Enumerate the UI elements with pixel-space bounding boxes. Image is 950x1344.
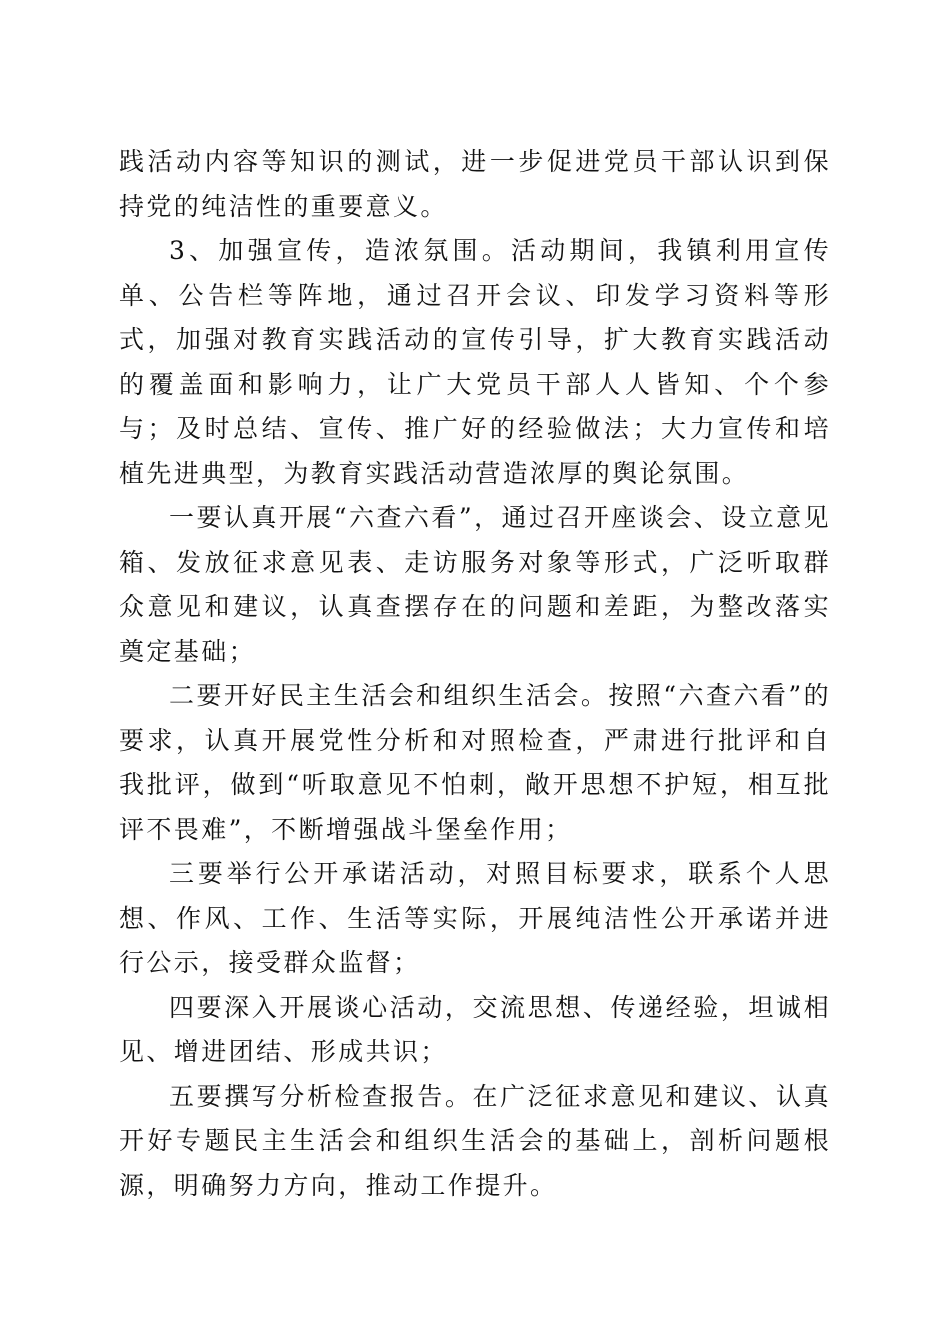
paragraph-item-three: 三要举行公开承诺活动，对照目标要求，联系个人思想、作风、工作、生活等实际，开展纯洁性公开承诺并进行公示，接受群众监督；: [119, 859, 831, 977]
paragraph-item-five: 五要撰写分析检查报告。在广泛征求意见和建议、认真开好专题民主生活会和组织生活会的基础上，剖析问题根源，明确努力方向，推动工作提升。: [119, 1081, 831, 1200]
paragraph-item-four: 四要深入开展谈心活动，交流思想、传递经验，坦诚相见、增进团结、形成共识；: [119, 992, 831, 1066]
paragraph-item-one: 一要认真开展“六查六看”，通过召开座谈会、设立意见箱、发放征求意见表、走访服务对象等形式，广泛听取群众意见和建议，认真查摆存在的问题和差距，为整改落实奠定基础；: [119, 503, 831, 666]
paragraph-publicity: 3、加强宣传，造浓氛围。活动期间，我镇利用宣传单、公告栏等阵地，通过召开会议、印发学习资料等形式，加强对教育实践活动的宣传引导，扩大教育实践活动的覆盖面和影响力，让广大党员干部人人皆知、个个参与；及时总结、宣传、推广好的经验做法；大力宣传和培植先进典型，为教育实践活动营造浓厚的舆论氛围。: [119, 236, 831, 488]
document-page: [119, 140, 831, 1208]
paragraph-item-two: 二要开好民主生活会和组织生活会。按照“六查六看”的要求，认真开展党性分析和对照检查，严肃进行批评和自我批评，做到“听取意见不怕刺，敞开思想不护短，相互批评不畏难”，不断增强战斗堡垒作用；: [119, 681, 831, 844]
paragraph-continuation: 践活动内容等知识的测试，进一步促进党员干部认识到保持党的纯洁性的重要意义。: [119, 147, 831, 221]
